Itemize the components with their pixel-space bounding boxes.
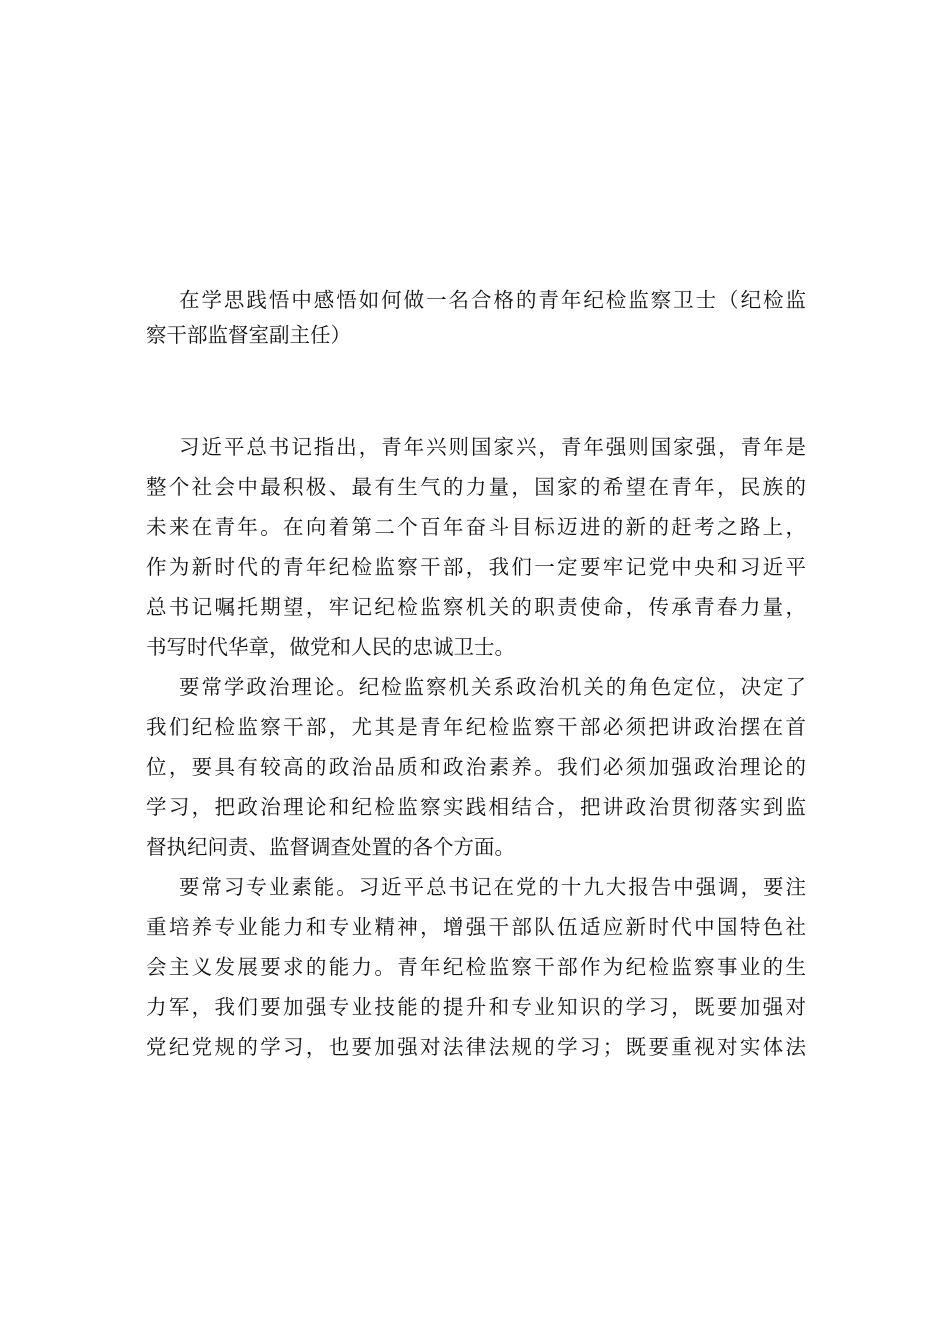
- paragraph-intro: [146, 427, 806, 667]
- text-line: 习近平总书记指出，青年兴则国家兴，青年强则国家强，青年是: [179, 435, 806, 459]
- text-line: 党纪党规的学习，也要加强对法律法规的学习；既要重视对实体法: [146, 1035, 806, 1059]
- title-line: 在学思践悟中感悟如何做一名合格的青年纪检监察卫士（纪检监: [179, 288, 806, 312]
- text-line: 整个社会中最积极、最有生气的力量，国家的希望在青年，民族的: [146, 475, 806, 499]
- paragraph-political-theory: [146, 667, 806, 867]
- text-line: 力军，我们要加强专业技能的提升和专业知识的学习，既要加强对: [146, 995, 806, 1019]
- text-line: 总书记嘱托期望，牢记纪检监察机关的职责使命，传承青春力量，: [146, 595, 806, 619]
- text-line: 会主义发展要求的能力。青年纪检监察干部作为纪检监察事业的生: [146, 955, 806, 979]
- text-line: 书写时代华章，做党和人民的忠诚卫士。: [146, 635, 515, 659]
- title-line: 察干部监督室副主任）: [146, 323, 351, 347]
- text-line: 学习，把政治理论和纪检监察实践相结合，把讲政治贯彻落实到监: [146, 795, 806, 819]
- document-page: [146, 283, 806, 1067]
- text-line: 要常习专业素能。习近平总书记在党的十九大报告中强调，要注: [179, 875, 806, 899]
- text-line: 位，要具有较高的政治品质和政治素养。我们必须加强政治理论的: [146, 755, 806, 779]
- paragraph-professional-skills: [146, 867, 806, 1067]
- text-line: 作为新时代的青年纪检监察干部，我们一定要牢记党中央和习近平: [146, 555, 806, 579]
- text-line: 我们纪检监察干部，尤其是青年纪检监察干部必须把讲政治摆在首: [146, 715, 806, 739]
- text-line: 督执纪问责、监督调查处置的各个方面。: [146, 835, 515, 859]
- document-title: [146, 283, 806, 353]
- text-line: 重培养专业能力和专业精神，增强干部队伍适应新时代中国特色社: [146, 915, 806, 939]
- text-line: 未来在青年。在向着第二个百年奋斗目标迈进的新的赶考之路上，: [146, 515, 806, 539]
- text-line: 要常学政治理论。纪检监察机关系政治机关的角色定位，决定了: [179, 675, 806, 699]
